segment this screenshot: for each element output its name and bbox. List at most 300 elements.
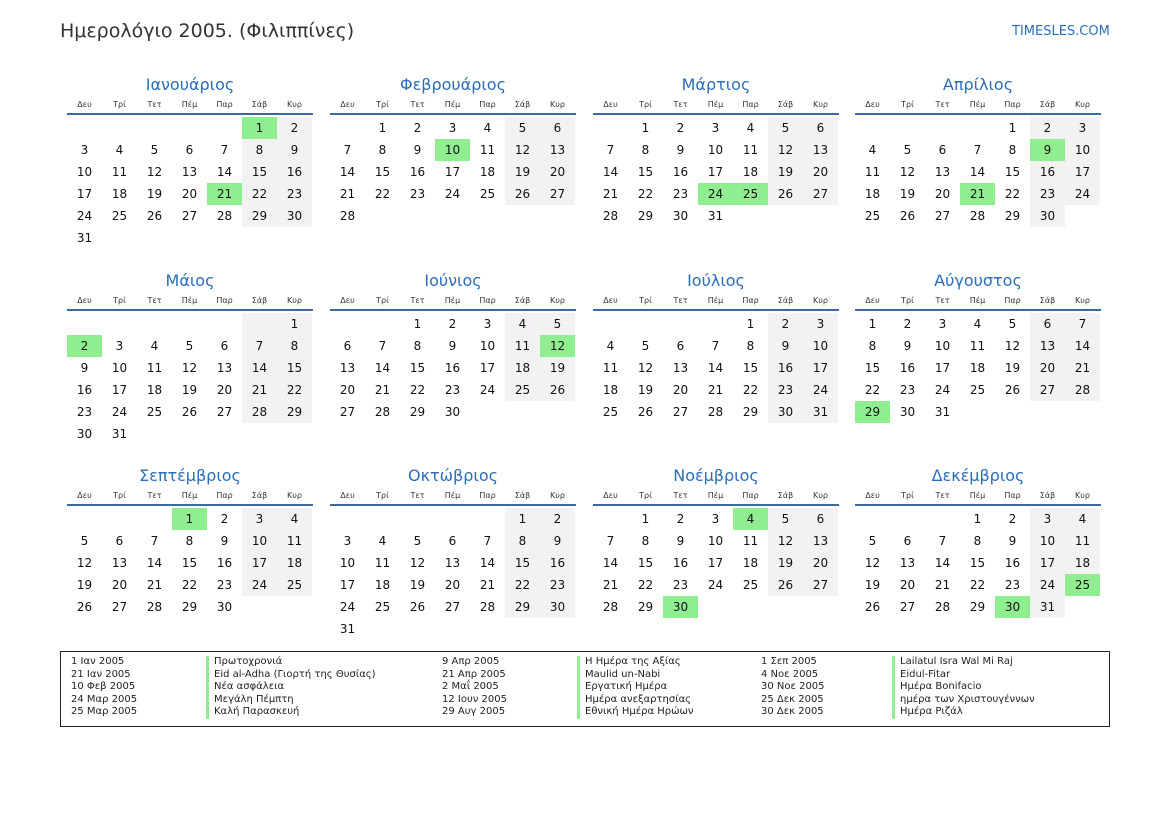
day-cell: 16: [76, 383, 93, 397]
empty-cell: [67, 117, 102, 139]
holiday-name: Μεγάλη Πέμπτη: [206, 694, 376, 707]
day-cell: 6: [448, 534, 457, 548]
day-cell: 8: [641, 143, 650, 157]
day-cell: 16: [672, 556, 689, 570]
day-cell: 27: [540, 183, 575, 205]
day-cell: 31: [339, 622, 356, 636]
holiday-dates-column: [71, 656, 137, 719]
day-cell: 7: [483, 534, 492, 548]
weekday-header: [330, 294, 576, 311]
month-block: [67, 268, 313, 445]
day-cell: 10: [76, 165, 93, 179]
empty-cell: [242, 596, 277, 618]
empty-cell: [803, 205, 838, 227]
day-cell: 19: [768, 161, 803, 183]
weekday-label: Τρί: [376, 100, 389, 109]
weekday-label: Παρ: [479, 296, 496, 305]
day-cell: 5: [185, 339, 194, 353]
day-cell: 30: [540, 596, 575, 618]
day-cell: 6: [676, 339, 685, 353]
day-cell: 9: [277, 139, 312, 161]
empty-cell: [925, 508, 960, 530]
day-cell: 6: [803, 117, 838, 139]
day-grid: [593, 508, 839, 618]
day-cell: 5: [413, 534, 422, 548]
empty-cell: [102, 508, 137, 530]
weekday-header: [855, 98, 1101, 115]
day-cell: 3: [448, 121, 457, 135]
day-cell: 11: [479, 143, 496, 157]
day-cell: 26: [76, 600, 93, 614]
weekday-label: Παρ: [216, 296, 233, 305]
month-block: [330, 72, 576, 227]
day-cell: 13: [444, 556, 461, 570]
weekday-label: Παρ: [216, 100, 233, 109]
day-cell: 26: [768, 183, 803, 205]
day-cell: 8: [641, 534, 650, 548]
empty-cell: [242, 227, 277, 249]
empty-cell: [137, 117, 172, 139]
empty-cell: [207, 423, 242, 445]
weekday-label: Παρ: [742, 100, 759, 109]
weekday-label: Κυρ: [813, 296, 828, 305]
day-cell: 1: [868, 317, 877, 331]
day-cell: 23: [409, 187, 426, 201]
day-cell: 13: [111, 556, 128, 570]
day-cell: 20: [339, 383, 356, 397]
day-cell: 29: [242, 205, 277, 227]
day-cell: 3: [343, 534, 352, 548]
day-cell: 16: [540, 552, 575, 574]
day-cell: 18: [742, 165, 759, 179]
holiday-name: Εργατική Ημέρα: [577, 681, 693, 694]
weekday-label: Σάβ: [251, 491, 268, 500]
day-cell: 15: [637, 556, 654, 570]
day-cell: 8: [242, 139, 277, 161]
empty-cell: [1065, 205, 1100, 227]
weekday-label: Τρί: [639, 491, 652, 500]
empty-cell: [435, 205, 470, 227]
day-cell: 15: [277, 357, 312, 379]
empty-cell: [470, 401, 505, 423]
month-name: Σεπτέμβριος: [139, 466, 241, 485]
day-cell: 13: [540, 139, 575, 161]
day-cell: 25: [479, 187, 496, 201]
weekday-label: Κυρ: [287, 491, 302, 500]
empty-cell: [102, 227, 137, 249]
weekday-label: Σάβ: [777, 100, 794, 109]
day-cell: 2: [1008, 512, 1017, 526]
day-cell: 22: [969, 578, 986, 592]
holiday-date: 30 Νοε 2005: [761, 681, 825, 693]
day-cell: 7: [378, 339, 387, 353]
day-cell: 10: [479, 339, 496, 353]
day-cell: 26: [768, 574, 803, 596]
day-cell: 27: [181, 209, 198, 223]
day-cell: 27: [444, 600, 461, 614]
weekday-label: Κυρ: [287, 296, 302, 305]
weekday-label: Πέμ: [707, 296, 724, 305]
day-cell: 8: [505, 530, 540, 552]
weekday-label: Τρί: [639, 100, 652, 109]
day-cell: 21: [479, 578, 496, 592]
day-cell: 11: [146, 361, 163, 375]
weekday-header: [330, 98, 576, 115]
day-cell: 14: [146, 556, 163, 570]
day-cell: 20: [803, 552, 838, 574]
day-cell: 31: [803, 401, 838, 423]
weekday-label: Δευ: [77, 296, 92, 305]
day-cell: 14: [242, 357, 277, 379]
day-cell: 24: [707, 578, 724, 592]
month-name: Μάιος: [165, 271, 215, 290]
holiday-date: 12 Ιουν 2005: [442, 693, 507, 705]
holiday-names-column: [206, 656, 376, 719]
day-cell: 29: [969, 600, 986, 614]
day-cell: 1: [505, 508, 540, 530]
day-cell: 17: [111, 383, 128, 397]
day-cell: 19: [540, 357, 575, 379]
holiday-name: Ημέρα Ριζάλ: [892, 706, 1035, 719]
weekday-label: Σάβ: [1039, 491, 1056, 500]
day-cell: 22: [181, 578, 198, 592]
weekday-label: Πέμ: [969, 491, 986, 500]
day-cell: 13: [1030, 335, 1065, 357]
day-cell: 16: [672, 165, 689, 179]
day-cell: 1: [277, 313, 312, 335]
day-cell: 16: [1030, 161, 1065, 183]
day-cell: 8: [413, 339, 422, 353]
day-cell: 25: [374, 600, 391, 614]
day-cell: 5: [80, 534, 89, 548]
day-cell: 8: [185, 534, 194, 548]
empty-cell: [435, 508, 470, 530]
weekday-label: Πέμ: [969, 296, 986, 305]
empty-cell: [365, 618, 400, 640]
day-cell: 25: [277, 574, 312, 596]
day-cell: 27: [672, 405, 689, 419]
day-cell: 12: [899, 165, 916, 179]
day-cell: 20: [181, 187, 198, 201]
day-cell: 28: [602, 209, 619, 223]
day-cell: 23: [899, 383, 916, 397]
empty-cell: [67, 313, 102, 335]
month-name: Απρίλιος: [942, 75, 1014, 94]
day-cell: 19: [768, 552, 803, 574]
day-cell: 25: [742, 578, 759, 592]
day-cell: 14: [602, 165, 619, 179]
weekday-label: Τρί: [113, 100, 126, 109]
day-cell: 15: [637, 165, 654, 179]
day-cell: 19: [1004, 361, 1021, 375]
weekday-label: Σάβ: [1039, 296, 1056, 305]
day-cell: 28: [146, 600, 163, 614]
day-cell: 27: [216, 405, 233, 419]
empty-cell: [1065, 401, 1100, 423]
day-cell: 13: [181, 165, 198, 179]
day-cell: 12: [146, 165, 163, 179]
day-cell: 24: [111, 405, 128, 419]
weekday-label: Πέμ: [444, 491, 461, 500]
day-cell: 16: [277, 161, 312, 183]
site-logo-link[interactable]: TIMESLES.COM: [1012, 24, 1110, 39]
day-cell: 9: [676, 534, 685, 548]
day-cell: 10: [707, 143, 724, 157]
empty-cell: [277, 423, 312, 445]
weekday-label: Πέμ: [707, 100, 724, 109]
month-block: [67, 72, 313, 249]
day-cell: 18: [602, 383, 619, 397]
empty-cell: [137, 423, 172, 445]
day-cell: 9: [676, 143, 685, 157]
day-cell: 19: [637, 383, 654, 397]
day-cell: 12: [181, 361, 198, 375]
day-cell: 22: [374, 187, 391, 201]
day-cell: 17: [339, 578, 356, 592]
day-cell: 1: [172, 508, 207, 530]
day-cell: 30: [768, 401, 803, 423]
day-cell: 18: [742, 556, 759, 570]
weekday-label: Δευ: [77, 491, 92, 500]
empty-cell: [102, 313, 137, 335]
day-cell: 14: [934, 556, 951, 570]
day-cell: 10: [1065, 139, 1100, 161]
day-cell: 5: [641, 339, 650, 353]
day-cell: 23: [216, 578, 233, 592]
day-cell: 26: [181, 405, 198, 419]
weekday-label: Σάβ: [1039, 100, 1056, 109]
day-cell: 21: [1065, 357, 1100, 379]
empty-cell: [470, 508, 505, 530]
weekday-label: Δευ: [603, 296, 618, 305]
day-cell: 22: [505, 574, 540, 596]
day-cell: 18: [374, 578, 391, 592]
day-cell: 8: [973, 534, 982, 548]
day-cell: 23: [672, 578, 689, 592]
weekday-label: Πέμ: [181, 100, 198, 109]
empty-cell: [960, 401, 995, 423]
day-cell: 17: [76, 187, 93, 201]
day-cell: 30: [216, 600, 233, 614]
day-cell: 4: [505, 313, 540, 335]
day-cell: 7: [711, 339, 720, 353]
day-cell: 3: [938, 317, 947, 331]
holiday-name: Eidul-Fitar: [892, 669, 1035, 682]
day-cell: 4: [746, 121, 755, 135]
month-name: Μάρτιος: [681, 75, 751, 94]
month-block: [855, 268, 1101, 423]
weekday-label: Δευ: [340, 491, 355, 500]
day-cell: 29: [277, 401, 312, 423]
day-cell: 2: [448, 317, 457, 331]
empty-cell: [768, 205, 803, 227]
holiday-dates-column: [761, 656, 825, 719]
day-cell: 5: [1008, 317, 1017, 331]
day-cell: 28: [1065, 379, 1100, 401]
empty-cell: [540, 205, 575, 227]
day-cell: 2: [67, 335, 102, 357]
empty-cell: [995, 401, 1030, 423]
day-cell: 24: [444, 187, 461, 201]
holiday-date: 2 Μαΐ 2005: [442, 681, 499, 693]
day-grid: [330, 508, 576, 640]
holiday-name: Ημέρα Bonifacio: [892, 681, 1035, 694]
day-cell: 29: [855, 401, 890, 423]
month-block: [855, 72, 1101, 227]
day-cell: 13: [899, 556, 916, 570]
holiday-name: Eid al-Adha (Γιορτή της Θυσίας): [206, 669, 376, 682]
day-cell: 22: [409, 383, 426, 397]
month-block: [593, 463, 839, 618]
day-cell: 11: [277, 530, 312, 552]
day-cell: 22: [742, 383, 759, 397]
day-cell: 4: [868, 143, 877, 157]
day-cell: 14: [216, 165, 233, 179]
day-cell: 8: [378, 143, 387, 157]
day-cell: 18: [146, 383, 163, 397]
weekday-header: [855, 294, 1101, 311]
day-cell: 21: [602, 187, 619, 201]
day-cell: 31: [707, 209, 724, 223]
day-grid: [67, 508, 313, 618]
day-cell: 30: [277, 205, 312, 227]
day-cell: 28: [969, 209, 986, 223]
weekday-header: [593, 98, 839, 115]
empty-cell: [137, 313, 172, 335]
empty-cell: [698, 313, 733, 335]
weekday-label: Πέμ: [181, 491, 198, 500]
empty-cell: [855, 117, 890, 139]
day-cell: 15: [181, 556, 198, 570]
empty-cell: [137, 508, 172, 530]
day-cell: 3: [115, 339, 124, 353]
day-cell: 26: [637, 405, 654, 419]
day-cell: 20: [899, 578, 916, 592]
holiday-date: 21 Απρ 2005: [442, 668, 506, 680]
day-cell: 9: [448, 339, 457, 353]
day-cell: 29: [742, 405, 759, 419]
day-cell: 6: [220, 339, 229, 353]
day-cell: 17: [934, 361, 951, 375]
weekday-label: Παρ: [479, 100, 496, 109]
day-cell: 11: [602, 361, 619, 375]
day-cell: 22: [637, 578, 654, 592]
empty-cell: [242, 423, 277, 445]
day-cell: 5: [150, 143, 159, 157]
day-cell: 5: [540, 313, 575, 335]
day-cell: 29: [637, 600, 654, 614]
day-cell: 28: [374, 405, 391, 419]
day-cell: 29: [637, 209, 654, 223]
empty-cell: [242, 313, 277, 335]
day-cell: 18: [111, 187, 128, 201]
day-cell: 14: [1065, 335, 1100, 357]
day-cell: 25: [505, 379, 540, 401]
holiday-date: 25 Μαρ 2005: [71, 706, 138, 718]
month-block: [593, 72, 839, 227]
weekday-label: Πέμ: [444, 100, 461, 109]
day-cell: 23: [1030, 183, 1065, 205]
day-cell: 6: [540, 117, 575, 139]
weekday-label: Πέμ: [969, 100, 986, 109]
day-cell: 17: [444, 165, 461, 179]
day-cell: 16: [444, 361, 461, 375]
weekday-label: Δευ: [340, 100, 355, 109]
day-cell: 3: [242, 508, 277, 530]
month-block: [330, 463, 576, 640]
holiday-names-column: [577, 656, 693, 719]
weekday-label: Παρ: [1004, 491, 1021, 500]
holiday-name: ημέρα των Χριστουγέννων: [892, 694, 1035, 707]
day-cell: 21: [934, 578, 951, 592]
day-cell: 13: [934, 165, 951, 179]
day-cell: 16: [1004, 556, 1021, 570]
day-cell: 9: [540, 530, 575, 552]
weekday-label: Τετ: [673, 296, 688, 305]
empty-cell: [435, 618, 470, 640]
day-cell: 12: [864, 556, 881, 570]
day-cell: 21: [146, 578, 163, 592]
weekday-header: [67, 98, 313, 115]
month-name: Φεβρουάριος: [400, 75, 506, 94]
day-cell: 11: [742, 534, 759, 548]
empty-cell: [470, 618, 505, 640]
weekday-label: Παρ: [1004, 100, 1021, 109]
day-grid: [330, 117, 576, 227]
weekday-label: Τρί: [901, 296, 914, 305]
day-cell: 12: [505, 139, 540, 161]
day-cell: 15: [864, 361, 881, 375]
day-cell: 19: [76, 578, 93, 592]
day-cell: 12: [768, 530, 803, 552]
month-block: [330, 268, 576, 423]
day-cell: 30: [1030, 205, 1065, 227]
day-cell: 2: [768, 313, 803, 335]
day-cell: 23: [1004, 578, 1021, 592]
day-cell: 19: [864, 578, 881, 592]
month-block: [593, 268, 839, 423]
weekday-label: Τρί: [901, 100, 914, 109]
day-cell: 30: [995, 596, 1030, 618]
empty-cell: [960, 117, 995, 139]
day-cell: 9: [903, 339, 912, 353]
day-cell: 27: [339, 405, 356, 419]
day-cell: 18: [505, 357, 540, 379]
empty-cell: [768, 596, 803, 618]
day-cell: 4: [973, 317, 982, 331]
day-cell: 29: [1004, 209, 1021, 223]
day-cell: 20: [111, 578, 128, 592]
day-cell: 25: [602, 405, 619, 419]
day-cell: 21: [374, 383, 391, 397]
day-cell: 4: [277, 508, 312, 530]
day-grid: [593, 313, 839, 423]
weekday-label: Τρί: [113, 296, 126, 305]
day-cell: 24: [339, 600, 356, 614]
day-cell: 28: [216, 209, 233, 223]
day-cell: 28: [339, 209, 356, 223]
day-cell: 23: [76, 405, 93, 419]
day-cell: 14: [602, 556, 619, 570]
holiday-date: 9 Απρ 2005: [442, 656, 500, 667]
day-cell: 10: [707, 534, 724, 548]
day-cell: 30: [76, 427, 93, 441]
empty-cell: [803, 596, 838, 618]
empty-cell: [365, 508, 400, 530]
day-cell: 12: [637, 361, 654, 375]
day-cell: 17: [707, 165, 724, 179]
weekday-label: Σάβ: [777, 491, 794, 500]
